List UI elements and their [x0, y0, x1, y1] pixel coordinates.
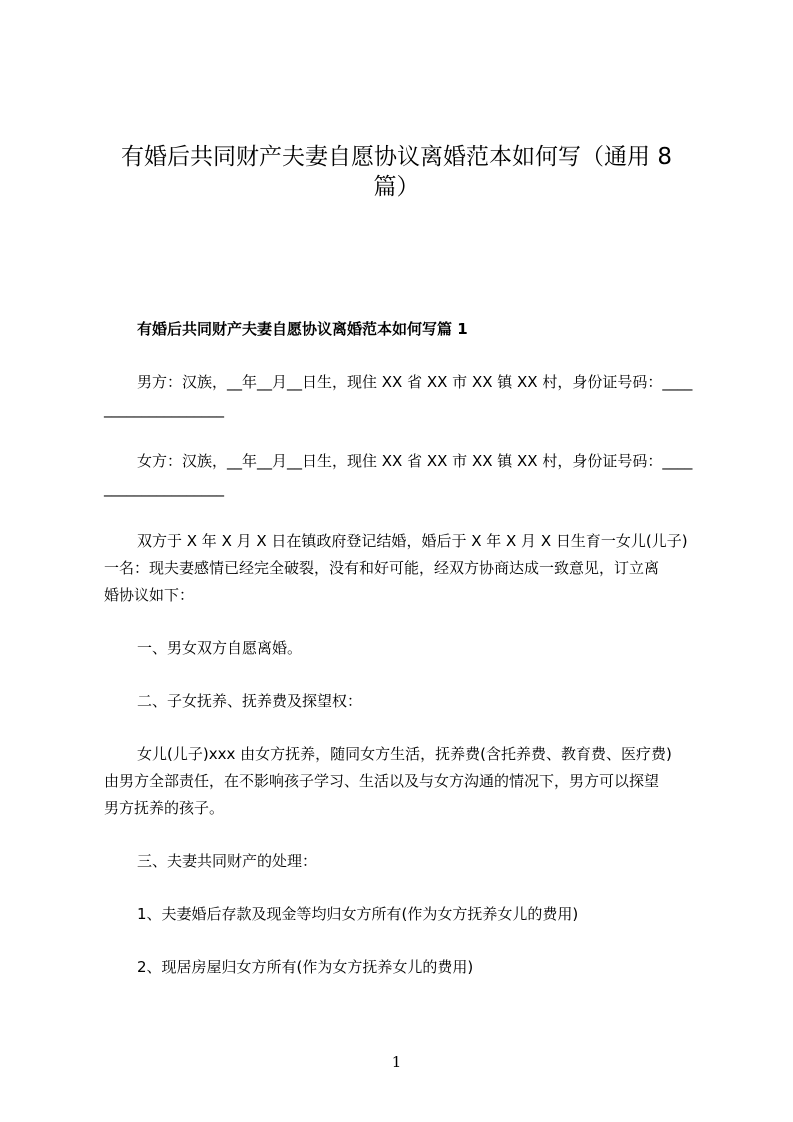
woman-info-line-1: 女方：汉族，__年__月__日生，现住 XX 省 XX 市 XX 镇 XX 村，身份证号码：____ [137, 452, 693, 470]
paragraph-1-line-1: 双方于 X 年 X 月 X 日在镇政府登记结婚，婚后于 X 年 X 月 X 日生育一女儿(儿子) [137, 532, 688, 550]
section-heading: 有婚后共同财产夫妻自愿协议离婚范本如何写篇 1 [137, 320, 468, 338]
woman-info-line-2: ________________ [104, 479, 224, 497]
clause-1: 一、男女双方自愿离婚。 [137, 639, 303, 657]
title-line-1: 有婚后共同财产夫妻自愿协议离婚范本如何写（通用 8 [121, 144, 672, 170]
clause-2: 二、子女抚养、抚养费及探望权： [137, 692, 363, 710]
sub-clause-1: 1、夫妻婚后存款及现金等均归女方所有(作为女方抚养女儿的费用) [137, 905, 579, 923]
paragraph-1-line-3: 婚协议如下： [104, 586, 195, 604]
page-number: 1 [391, 1053, 402, 1071]
man-info-line-1: 男方：汉族，__年__月__日生，现住 XX 省 XX 市 XX 镇 XX 村，身份证号码：____ [137, 373, 693, 391]
paragraph-2-line-3: 男方抚养的孩子。 [104, 799, 225, 817]
paragraph-1-line-2: 一名：现夫妻感情已经完全破裂，没有和好可能，经双方协商达成一致意见，订立离 [104, 559, 660, 577]
clause-3: 三、夫妻共同财产的处理： [137, 852, 318, 870]
paragraph-2-line-2: 由男方全部责任，在不影响孩子学习、生活以及与女方沟通的情况下，男方可以探望 [104, 772, 660, 790]
sub-clause-2: 2、现居房屋归女方所有(作为女方抚养女儿的费用) [137, 958, 474, 976]
document-title [100, 142, 693, 202]
title-line-2: 篇） [373, 174, 420, 200]
man-info-line-2: ________________ [104, 400, 224, 418]
paragraph-2-line-1: 女儿(儿子)xxx 由女方抚养，随同女方生活，抚养费(含托养费、教育费、医疗费) [137, 745, 672, 763]
